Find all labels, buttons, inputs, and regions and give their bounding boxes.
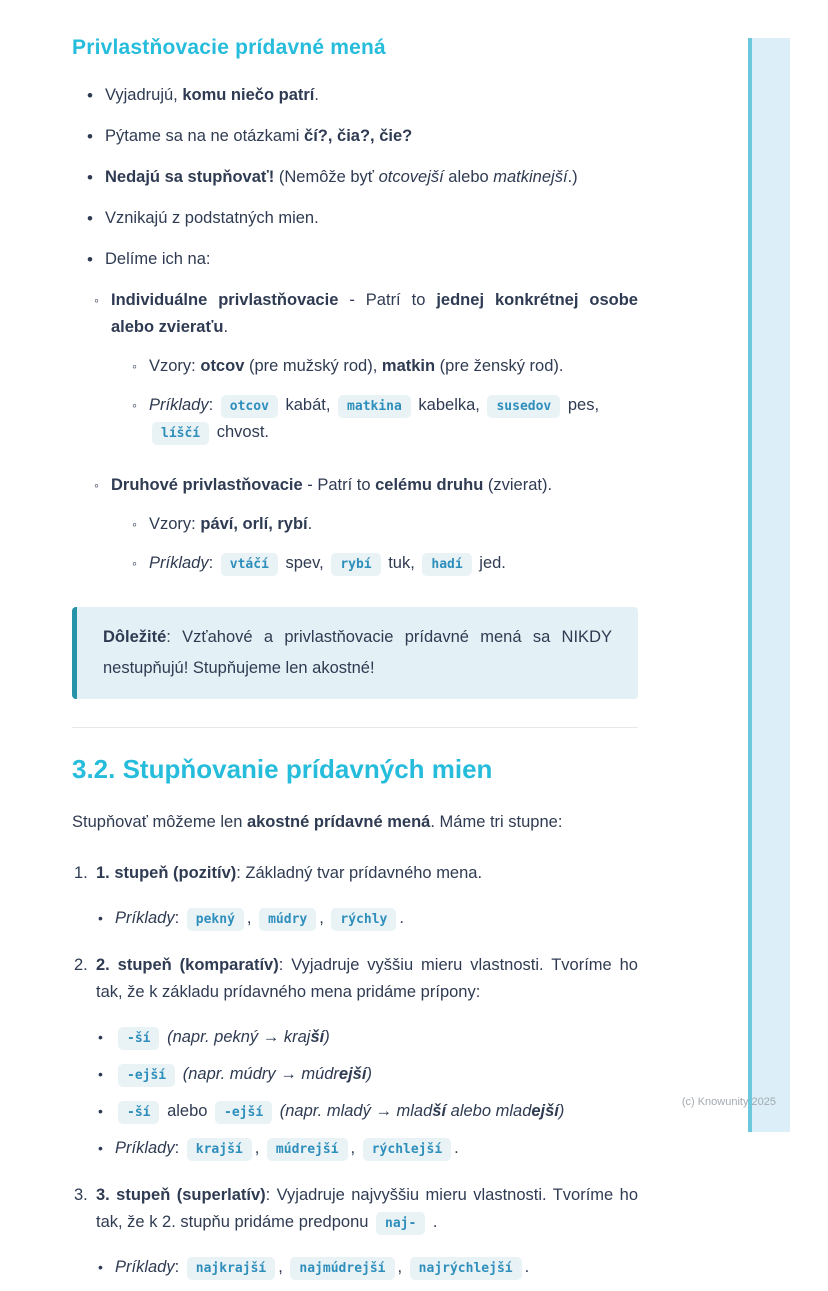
code-chip: rýchly: [331, 908, 396, 931]
bullet-marker: •: [98, 1140, 103, 1156]
text-run: chvost.: [212, 423, 269, 441]
code-chip: múdry: [259, 908, 316, 931]
bullet-text: [105, 82, 319, 109]
text-run: jed.: [474, 554, 506, 572]
list-number: 1.: [74, 864, 88, 882]
text-run: Vznikajú z podstatných mien.: [105, 209, 319, 227]
code-chip: -ší: [118, 1027, 159, 1050]
bullet-text: [115, 1024, 330, 1051]
bullet-text: [149, 550, 506, 577]
section-title-gradation: 3.2. Stupňovanie prídavných mien: [72, 754, 493, 784]
code-chip: -ejší: [215, 1101, 272, 1124]
bullet-marker: •: [87, 168, 93, 187]
bullet-text: [149, 353, 563, 380]
text-run: páví, orlí, rybí: [200, 515, 308, 533]
bullet-text: [105, 164, 578, 191]
bullet-marker: •: [87, 86, 93, 105]
text-run: Príklady: [115, 1139, 175, 1157]
circle-marker: ◦: [94, 292, 99, 308]
text-run: otcovejší: [378, 168, 444, 186]
circle-marker: ◦: [132, 555, 137, 571]
text-run: Nedajú sa stupňovať!: [105, 168, 275, 186]
bullet-text: [111, 472, 552, 499]
text-run: (zvierat).: [483, 476, 553, 494]
text-run: .): [567, 168, 578, 186]
text-run: matkin: [381, 357, 436, 375]
text-run: (pre mužský rod),: [244, 357, 382, 375]
text-run: ejší: [338, 1065, 367, 1083]
code-chip: najrýchlejší: [410, 1257, 522, 1280]
text-run: Druhové privlastňovacie: [111, 476, 303, 494]
intro-paragraph: [72, 809, 638, 836]
bullet-item-priklady: [132, 392, 638, 446]
text-run: . Máme tri stupne:: [430, 813, 563, 831]
numbered-item-2: [72, 952, 638, 1006]
text-run: (napr. mladý → mlad: [279, 1102, 433, 1120]
text-run: alebo mlad: [446, 1102, 532, 1120]
code-chip: vtáčí: [221, 553, 278, 576]
text-run: : Vyjadruje najvyššiu mieru vlastnosti. Tvoríme ho tak, že k 2. stupňu pridáme predponu: [96, 1186, 638, 1231]
bullet-item: [72, 164, 638, 191]
code-chip: matkina: [338, 395, 411, 418]
list-number: 3.: [74, 1186, 88, 1204]
text-run: : Vyjadruje vyššiu mieru vlastnosti. Tvoríme ho tak, že k základu prídavného mena pridáme prípony:: [96, 956, 638, 1001]
text-run: jednej konkrétnej osobe alebo zvieraťu: [111, 291, 638, 336]
bullet-item-vzory: [132, 353, 638, 380]
text-run: ší: [432, 1102, 447, 1120]
numbered-item-1: [72, 860, 638, 887]
text-run: ,: [278, 1258, 288, 1276]
text-run: (pre ženský rod).: [435, 357, 564, 375]
text-run: :: [208, 554, 218, 572]
text-run: ,: [246, 909, 257, 927]
bullet-text: [115, 1061, 372, 1088]
text-run: ): [558, 1102, 565, 1120]
text-run: ,: [397, 1258, 407, 1276]
numbered-item-text: [96, 952, 638, 1006]
bullet-item: [72, 123, 638, 150]
bullet-item: [72, 205, 638, 232]
bullet-item-priklady: [98, 905, 638, 932]
text-run: ší: [310, 1028, 325, 1046]
text-run: 1. stupeň (pozitív): [96, 864, 237, 882]
text-run: komu niečo patrí: [182, 86, 315, 104]
bullet-text: [105, 246, 210, 273]
bullet-item-individual: [94, 287, 638, 341]
bullet-marker: •: [98, 1066, 103, 1082]
text-run: - Patrí to: [338, 291, 437, 309]
list-number: 2.: [74, 956, 88, 974]
text-run: : Základný tvar prídavného mena.: [236, 864, 483, 882]
bullet-text: [149, 511, 312, 538]
bullet-text: [149, 392, 638, 446]
bullet-marker: •: [87, 250, 93, 269]
text-run: :: [174, 1258, 184, 1276]
text-run: ejší: [531, 1102, 559, 1120]
code-chip: múdrejší: [267, 1138, 348, 1161]
code-chip: -ší: [118, 1101, 159, 1124]
bullet-marker: •: [98, 910, 103, 926]
circle-marker: ◦: [132, 397, 137, 413]
important-callout-box: [72, 607, 638, 699]
text-run: akostné prídavné mená: [246, 813, 431, 831]
circle-marker: ◦: [94, 477, 99, 493]
bullet-text: [111, 287, 638, 341]
code-chip: hadí: [422, 553, 471, 576]
code-chip: najkrajší: [187, 1257, 275, 1280]
text-run: alebo: [443, 168, 494, 186]
bullet-item-priklady: [98, 1254, 638, 1281]
text-run: .: [524, 1258, 530, 1276]
code-chip: líščí: [152, 422, 209, 445]
text-run: .: [454, 1139, 459, 1157]
text-run: 2. stupeň (komparatív): [96, 956, 279, 974]
text-run: tuk,: [383, 554, 420, 572]
document-page: [72, 36, 638, 1291]
text-run: spev,: [280, 554, 329, 572]
text-run: ,: [350, 1139, 360, 1157]
page-edge-decoration-bar: [748, 38, 790, 1132]
code-chip: otcov: [221, 395, 278, 418]
text-run: Vzory:: [149, 357, 201, 375]
text-run: :: [174, 909, 184, 927]
text-run: : Vzťahové a privlastňovacie prídavné mená sa NIKDY nestupňujú! Stupňujeme len akostné!: [103, 628, 612, 677]
text-run: ): [366, 1065, 372, 1083]
bullet-item: [72, 82, 638, 109]
code-chip: rybí: [331, 553, 380, 576]
bullet-item-vzory: [132, 511, 638, 538]
text-run: ,: [254, 1139, 264, 1157]
text-run: Dôležité: [103, 628, 167, 646]
bullet-item-suffix: [98, 1061, 638, 1088]
text-run: .: [307, 515, 313, 533]
code-chip: najmúdrejší: [290, 1257, 394, 1280]
bullet-marker: •: [98, 1103, 103, 1119]
text-run: kabelka,: [413, 396, 485, 414]
text-run: otcov: [200, 357, 245, 375]
text-run: .: [399, 909, 404, 927]
text-run: čí?, čia?, čie?: [304, 127, 413, 145]
text-run: Príklady: [115, 1258, 175, 1276]
text-run: Individuálne privlastňovacie: [111, 291, 339, 309]
bullet-text: [115, 905, 404, 932]
text-run: matkinejší: [493, 168, 568, 186]
code-chip: -ejší: [118, 1064, 175, 1087]
bullet-item-priklady: [98, 1135, 638, 1162]
code-chip: rýchlejší: [363, 1138, 451, 1161]
text-run: Stupňovať môžeme len: [72, 813, 247, 831]
code-chip: pekný: [187, 908, 244, 931]
text-run: 3. stupeň (superlatív): [96, 1186, 266, 1204]
text-run: pes,: [563, 396, 600, 414]
bullet-text: [105, 205, 319, 232]
numbered-item-text: [96, 1182, 638, 1236]
bullet-text: [115, 1098, 564, 1125]
code-chip: krajší: [187, 1138, 252, 1161]
text-run: Príklady: [149, 554, 209, 572]
text-run: alebo: [162, 1102, 213, 1120]
bullet-item: [72, 246, 638, 273]
section-title-possessive: Privlastňovacie prídavné mená: [72, 36, 386, 59]
text-run: Pýtame sa na ne otázkami: [105, 127, 305, 145]
bullet-item-priklady: [132, 550, 638, 577]
text-run: :: [208, 396, 218, 414]
text-run: kabát,: [280, 396, 336, 414]
circle-marker: ◦: [132, 358, 137, 374]
text-run: ): [324, 1028, 330, 1046]
text-run: (napr. múdry → múdr: [182, 1065, 339, 1083]
text-run: .: [314, 86, 319, 104]
numbered-item-text: [96, 860, 482, 887]
text-run: Delíme ich na:: [105, 250, 211, 268]
bullet-marker: •: [98, 1029, 103, 1045]
code-chip: naj-: [376, 1212, 425, 1235]
circle-marker: ◦: [132, 516, 137, 532]
footer-copyright: (c) Knowunity 2025: [681, 1096, 776, 1108]
text-run: :: [174, 1139, 184, 1157]
numbered-item-3: [72, 1182, 638, 1236]
bullet-text: [105, 123, 412, 150]
bullet-text: [115, 1254, 529, 1281]
text-run: Príklady: [115, 909, 175, 927]
text-run: (napr. pekný → kraj: [167, 1028, 311, 1046]
bullet-text: [115, 1135, 459, 1162]
bullet-marker: •: [87, 209, 93, 228]
bullet-marker: •: [87, 127, 93, 146]
bullet-item-suffix: [98, 1024, 638, 1051]
code-chip: susedov: [487, 395, 560, 418]
text-run: Príklady: [149, 396, 209, 414]
bullet-item-druhove: [94, 472, 638, 499]
text-run: - Patrí to: [302, 476, 376, 494]
text-run: (Nemôže byť: [274, 168, 379, 186]
text-run: ,: [319, 909, 329, 927]
text-run: .: [428, 1213, 438, 1231]
text-run: Vzory:: [149, 515, 201, 533]
text-run: celému druhu: [375, 476, 484, 494]
text-run: .: [223, 318, 229, 336]
bullet-marker: •: [98, 1259, 103, 1275]
text-run: Vyjadrujú,: [105, 86, 183, 104]
bullet-item-suffix: [98, 1098, 638, 1125]
section-divider: [72, 727, 638, 728]
